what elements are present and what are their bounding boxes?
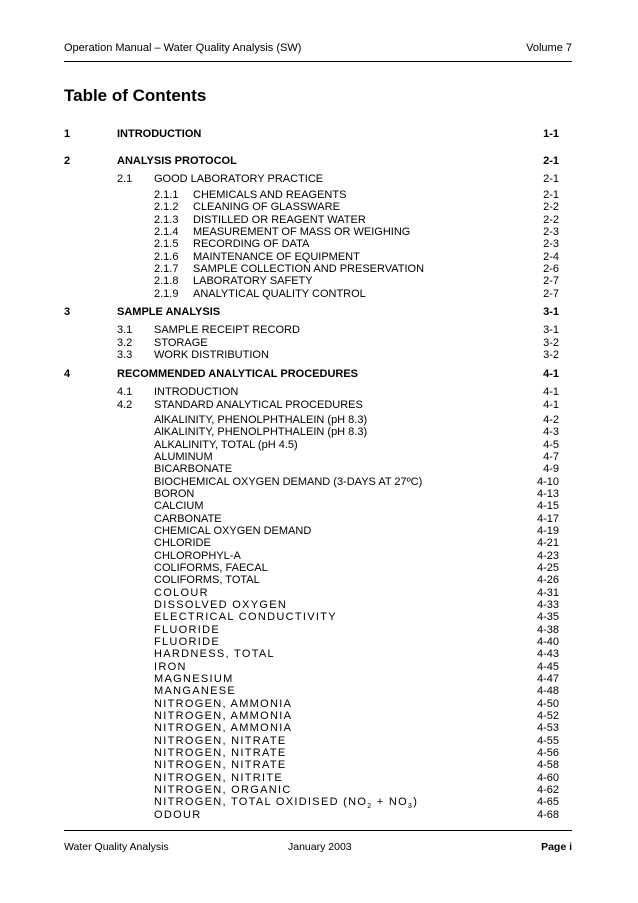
toc-procedure[interactable]: CHLORIDE 4-21 [154, 537, 559, 549]
toc-entry[interactable]: 3.1 SAMPLE RECEIPT RECORD 3-1 [117, 324, 559, 336]
toc-entry[interactable]: 3 SAMPLE ANALYSIS 3-1 [64, 306, 559, 318]
toc-entry[interactable]: 4.2 STANDARD ANALYTICAL PROCEDURES 4-1 [117, 399, 559, 411]
header-rule [64, 61, 572, 62]
toc-entry[interactable]: 1 INTRODUCTION 1-1 [64, 128, 559, 140]
toc-procedure[interactable]: NITROGEN, NITRATE 4-58 [154, 759, 559, 771]
header-volume: Volume 7 [526, 42, 572, 54]
toc-procedure[interactable]: COLIFORMS, TOTAL 4-26 [154, 574, 559, 586]
toc-procedure[interactable]: ODOUR 4-68 [154, 809, 559, 821]
toc-procedure[interactable]: AlKALINITY, PHENOLPHTHALEIN (pH 8.3) 4-2 [154, 414, 559, 426]
footer-page-number: Page i [541, 841, 572, 853]
toc-entry[interactable]: 2.1.3 DISTILLED OR REAGENT WATER 2-2 [154, 214, 559, 226]
toc-entry[interactable]: 3.3 WORK DISTRIBUTION 3-2 [117, 349, 559, 361]
toc-entry[interactable]: 2.1.8 LABORATORY SAFETY 2-7 [154, 275, 559, 287]
toc-procedure[interactable]: CARBONATE 4-17 [154, 513, 559, 525]
toc-procedure[interactable]: NITROGEN, AMMONIA 4-53 [154, 722, 559, 734]
toc-entry[interactable]: 4.1 INTRODUCTION 4-1 [117, 386, 559, 398]
toc-procedure[interactable]: NITROGEN, NITRITE 4-60 [154, 772, 559, 784]
toc-procedure[interactable]: NITROGEN, ORGANIC 4-62 [154, 784, 559, 796]
toc-procedure[interactable]: NITROGEN, NITRATE 4-56 [154, 747, 559, 759]
toc-procedure[interactable]: ALUMINUM 4-7 [154, 451, 559, 463]
toc-procedure[interactable]: FLUORIDE 4-40 [154, 636, 559, 648]
toc-procedure[interactable]: CHLOROPHYL-A 4-23 [154, 550, 559, 562]
toc-entry[interactable]: 2 ANALYSIS PROTOCOL 2-1 [64, 155, 559, 167]
toc-procedure[interactable]: DISSOLVED OXYGEN 4-33 [154, 599, 559, 611]
toc-entry[interactable]: 2.1.7 SAMPLE COLLECTION AND PRESERVATION 2-6 [154, 263, 559, 275]
toc-procedure[interactable]: NITROGEN, AMMONIA 4-52 [154, 710, 559, 722]
toc-procedure[interactable]: MAGNESIUM 4-47 [154, 673, 559, 685]
toc-procedure[interactable]: BORON 4-13 [154, 488, 559, 500]
toc-procedure[interactable]: CHEMICAL OXYGEN DEMAND 4-19 [154, 525, 559, 537]
page-header [64, 42, 572, 54]
toc-entry[interactable]: 2.1.1 CHEMICALS AND REAGENTS 2-1 [154, 189, 559, 201]
toc-procedure[interactable]: CALCIUM 4-15 [154, 500, 559, 512]
toc-procedure[interactable]: IRON 4-45 [154, 661, 559, 673]
toc-procedure[interactable]: ELECTRICAL CONDUCTIVITY 4-35 [154, 611, 559, 623]
toc-procedure[interactable]: ALKALINITY, TOTAL (pH 4.5) 4-5 [154, 439, 559, 451]
footer-rule [64, 830, 572, 831]
toc-procedure[interactable]: FLUORIDE 4-38 [154, 624, 559, 636]
page-footer [64, 841, 572, 853]
toc-entry[interactable]: 3.2 STORAGE 3-2 [117, 337, 559, 349]
footer-title: Water Quality Analysis [64, 841, 169, 853]
toc-entry[interactable]: 2.1.9 ANALYTICAL QUALITY CONTROL 2-7 [154, 288, 559, 300]
footer-date: January 2003 [288, 841, 352, 853]
toc-procedure[interactable]: COLIFORMS, FAECAL 4-25 [154, 562, 559, 574]
header-title: Operation Manual – Water Quality Analysis (SW) [64, 42, 302, 54]
toc-entry[interactable]: 2.1.5 RECORDING OF DATA 2-3 [154, 238, 559, 250]
toc-entry[interactable]: 2.1.4 MEASUREMENT OF MASS OR WEIGHING 2-3 [154, 226, 559, 238]
toc-entry[interactable]: 2.1.6 MAINTENANCE OF EQUIPMENT 2-4 [154, 251, 559, 263]
toc-entry[interactable]: 2.1 GOOD LABORATORY PRACTICE 2-1 [117, 173, 559, 185]
toc-procedure[interactable]: MANGANESE 4-48 [154, 685, 559, 697]
toc-procedure[interactable]: NITROGEN, TOTAL OXIDISED $(NO_2 + NO_3)$ 4-65 [0, 796, 638, 809]
toc-procedure[interactable]: NITROGEN, AMMONIA 4-50 [154, 698, 559, 710]
toc-procedure-title: NITROGEN, TOTAL OXIDISED $(NO_2 + NO_3)$ [154, 796, 419, 811]
toc-procedure[interactable]: BICARBONATE 4-9 [154, 463, 559, 475]
toc-procedure[interactable]: HARDNESS, TOTAL 4-43 [154, 648, 559, 660]
toc-entry[interactable]: 4 RECOMMENDED ANALYTICAL PROCEDURES 4-1 [64, 368, 559, 380]
toc-procedure[interactable]: BIOCHEMICAL OXYGEN DEMAND (3-DAYS AT 27ºC) 4-10 [154, 476, 559, 488]
toc-entry[interactable]: 2.1.2 CLEANING OF GLASSWARE 2-2 [154, 201, 559, 213]
toc-procedure[interactable]: NITROGEN, NITRATE 4-55 [154, 735, 559, 747]
toc-procedure[interactable]: AlKALINITY, PHENOLPHTHALEIN (pH 8.3) 4-3 [154, 426, 559, 438]
page-title: Table of Contents [64, 86, 207, 105]
toc-procedure[interactable]: COLOUR 4-31 [154, 587, 559, 599]
